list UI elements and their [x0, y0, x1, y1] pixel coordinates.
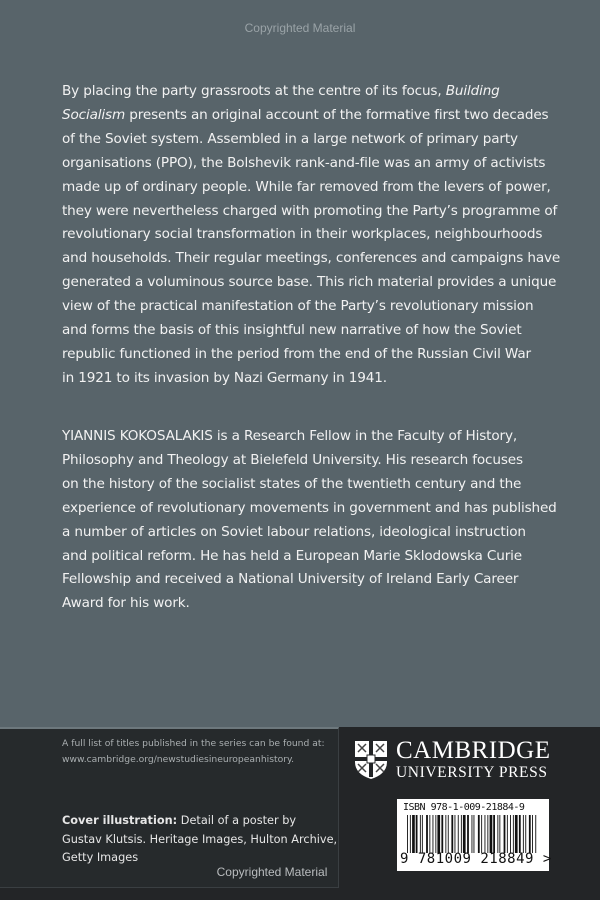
- blurb-line: they were nevertheless charged with promoting the Party’s programme of: [62, 202, 558, 219]
- blurb-line: [62, 104, 562, 128]
- blurb-line: organisations (PPO), the Bolshevik rank-and-file was an army of activists: [62, 154, 546, 171]
- blurb-line: made up of ordinary people. While far removed from the levers of power,: [62, 178, 551, 195]
- cover-credit-text: Detail of a poster by: [177, 814, 297, 827]
- cover-credit-text: Getty Images: [62, 851, 139, 864]
- bio-line: a number of articles on Soviet labour relations, ideological instruction: [62, 523, 526, 540]
- blurb-line: [62, 80, 562, 104]
- bio-line: Award for his work.: [62, 595, 190, 612]
- blurb-line: revolutionary social transformation in their workplaces, neighbourhoods: [62, 226, 543, 243]
- blurb-line: republic functioned in the period from the end of the Russian Civil War: [62, 345, 531, 362]
- book-title-italic: Socialism: [62, 106, 126, 123]
- barcode-bars: [407, 815, 539, 853]
- cambridge-shield-icon: [354, 740, 388, 780]
- publisher-subname: UNIVERSITY PRESS: [396, 764, 548, 781]
- ean-digits: 9 781009 218849 >: [400, 851, 552, 867]
- bio-line: Philosophy and Theology at Bielefeld University. His research focuses: [62, 451, 523, 468]
- series-url: www.cambridge.org/newstudiesineuropeanhistory.: [62, 754, 295, 765]
- isbn-text: ISBN 978-1-009-21884-9: [403, 802, 525, 813]
- blurb-line: view of the practical manifestation of the Party’s revolutionary mission: [62, 298, 534, 315]
- blurb-text: By placing the party grassroots at the centre of its focus,: [62, 83, 446, 99]
- isbn-barcode: [397, 799, 552, 871]
- series-note-text: A full list of titles published in the series can be found at:: [62, 738, 325, 749]
- bio-line: Fellowship and received a National University of Ireland Early Career: [62, 571, 519, 588]
- book-title-italic: Building: [445, 83, 500, 99]
- blurb-line: and forms the basis of this insightful new narrative of how the Soviet: [62, 322, 522, 339]
- cover-credit-text: Gustav Klutsis. Heritage Images, Hulton Archive,: [62, 832, 338, 846]
- blurb-line: in 1921 to its invasion by Nazi Germany in 1941.: [62, 369, 387, 386]
- blurb-line: generated a voluminous source base. This rich material provides a unique: [62, 274, 557, 291]
- publisher-name: CAMBRIDGE: [396, 737, 551, 764]
- series-note: [62, 736, 325, 768]
- bio-line: on the history of the socialist states of the twentieth century and the: [62, 475, 522, 492]
- author-bio: [62, 425, 562, 616]
- blurb-line: and households. Their regular meetings, conferences and campaigns have: [62, 250, 561, 267]
- bio-line: and political reform. He has held a European Marie Sklodowska Curie: [62, 547, 522, 564]
- bio-line: YIANNIS KOKOSALAKIS is a Research Fellow in the Faculty of History,: [62, 428, 518, 444]
- book-blurb: [62, 80, 562, 391]
- cover-credit-label: Cover illustration:: [62, 814, 178, 827]
- watermark-top: Copyrighted Material: [244, 21, 356, 35]
- blurb-text: presents an original account of the formative first two decades: [125, 106, 549, 123]
- watermark-bottom: Copyrighted Material: [216, 865, 328, 879]
- publisher-logo: [354, 738, 551, 782]
- bio-line: experience of revolutionary movements in government and has published: [62, 499, 557, 516]
- blurb-line: of the Soviet system. Assembled in a large network of primary party: [62, 130, 518, 147]
- cover-credit: [62, 812, 337, 868]
